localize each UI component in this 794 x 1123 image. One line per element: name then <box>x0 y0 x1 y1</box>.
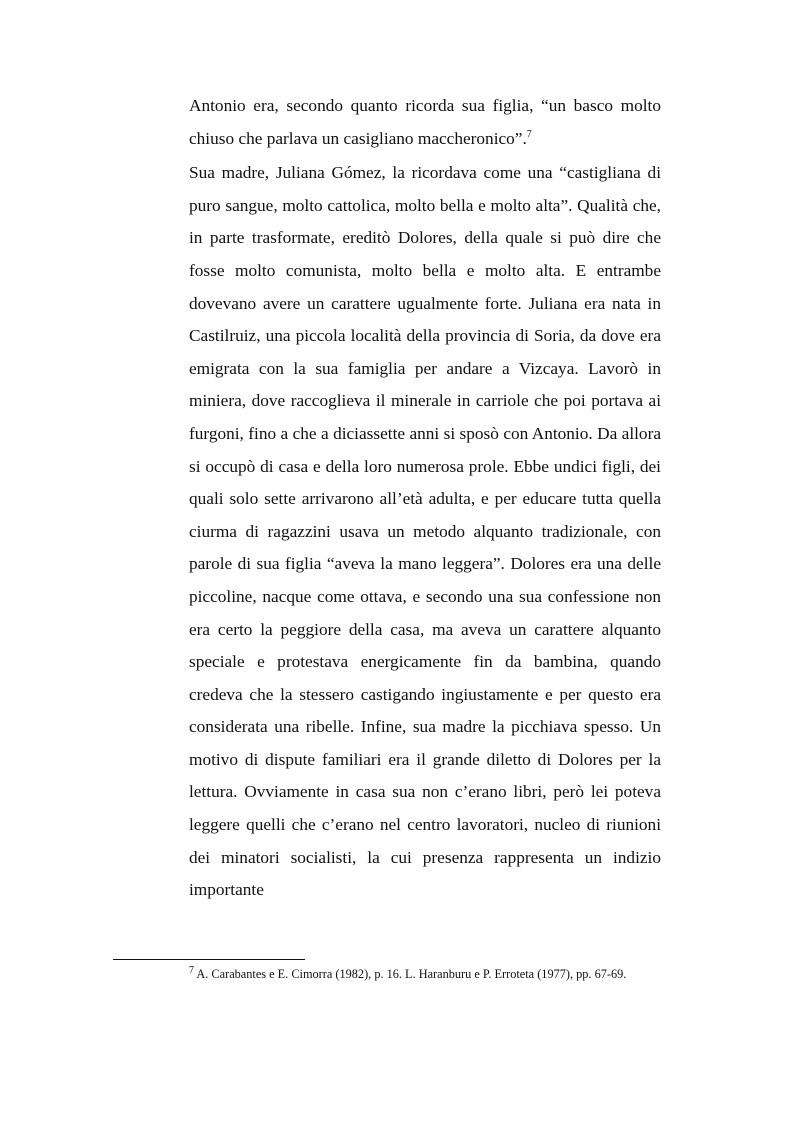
body-text <box>189 90 661 909</box>
footnote <box>189 961 661 987</box>
footnote-number: 7 <box>189 964 194 976</box>
footnote-reference[interactable]: 7 <box>526 128 532 140</box>
footnote-separator <box>113 959 305 960</box>
paragraph-1 <box>189 90 661 155</box>
paragraph-2-text: Sua madre, Juliana Gómez, la ricordava come una “castigliana di puro sangue, molto cattolica, molto bella e molto alta”. Qualità che, in parte trasformate, ereditò Dolores, della quale si può dire che fosse molto comunista, molto bella e molto alta. E entrambe dovevano avere un carattere ugualmente forte. Juliana era nata in Castilruiz, una piccola località della provincia di Soria, da dove era emigrata con la sua famiglia per andare a Vizcaya. Lavorò in miniera, dove raccoglieva il minerale in carriole che poi portava ai furgoni, fino a che a diciassette anni si sposò con Antonio. Da allora si occupò di casa e della loro numerosa prole. Ebbe undici figli, dei quali solo sette arrivarono all’età adulta, e per educare tutta quella ciurma di ragazzini usava un metodo alquanto tradizionale, con parole di sua figlia “aveva la mano leggera”. Dolores era una delle piccoline, nacque come ottava, e secondo una sua confessione non era certo la peggiore della casa, ma aveva un carattere alquanto speciale e protestava energicamente fin da bambina, quando credeva che la stessero castigando ingiustamente e per questo era considerata una ribelle. Infine, sua madre la picchiava spesso. Un motivo di dispute familiari era il grande diletto di Dolores per la lettura. Ovviamente in casa sua non c’erano libri, però lei poteva leggere quelli che c’erano nel centro lavoratori, nucleo di riunioni dei minatori socialisti, la cui presenza rappresenta un indizio importante <box>189 163 661 900</box>
paragraph-2 <box>189 157 661 907</box>
paragraph-1-text: Antonio era, secondo quanto ricorda sua figlia, “un basco molto chiuso che parlava un casigliano maccheronico”. <box>189 96 661 148</box>
footnote-text: A. Carabantes e E. Cimorra (1982), p. 16. L. Haranburu e P. Erroteta (1977), pp. 67-69. <box>196 967 627 981</box>
